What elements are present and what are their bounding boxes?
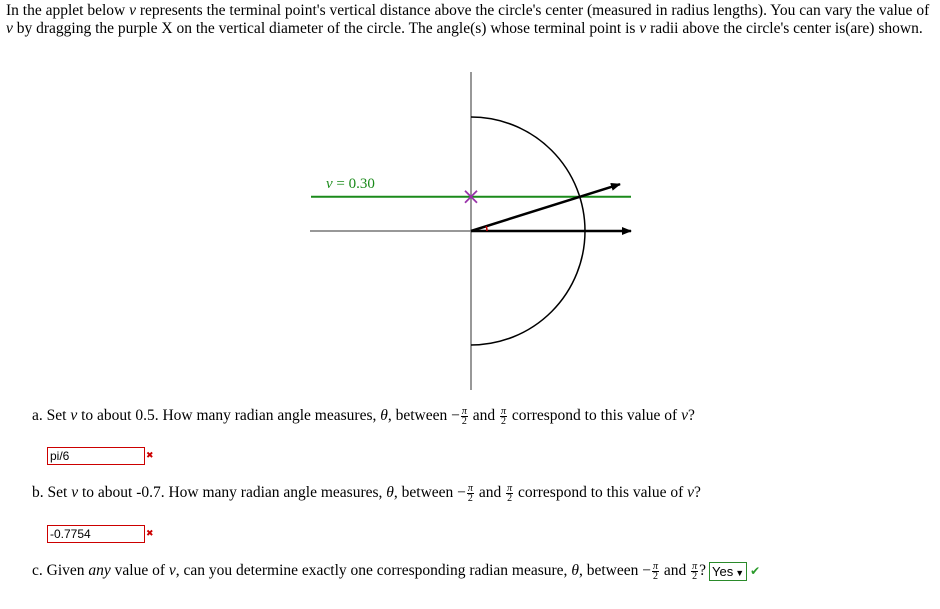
fraction-pi-over-2: $\frac{\pi}{2}$ [507,482,513,504]
question-text: correspond to this value of [514,484,688,501]
question-text: to about 0.5. How many radian angle measures, [77,407,381,424]
question-text: and [468,407,500,424]
var-theta: θ [571,562,579,579]
question-b [32,483,701,503]
minus-sign: − [457,484,466,501]
answer-input-b[interactable]: -0.7754 [47,525,145,543]
intro-text: In the applet below [6,2,130,19]
emphasis-any: any [88,562,111,579]
question-mark: ? [687,407,695,424]
select-value: Yes [712,563,734,579]
minus-sign: − [642,562,651,579]
question-text: , between [578,562,643,579]
var-v: v [687,484,695,501]
answer-select-c[interactable] [709,562,747,581]
question-c [32,561,760,581]
chevron-down-icon: ▼ [735,567,745,578]
question-text: correspond to this value of [508,407,682,424]
incorrect-icon: ✖ [146,451,154,461]
var-v: v [71,484,79,501]
terminal-ray [471,184,620,231]
fraction-pi-over-2: $\frac{\pi}{2}$ [501,405,507,427]
question-text: b. Set [32,484,72,501]
question-text: and [659,562,691,579]
fraction-pi-over-2: $\frac{\pi}{2}$ [692,560,698,582]
intro-text: radii above the circle's center is(are) shown. [646,20,923,37]
angle-marker [486,226,487,231]
minus-sign: − [451,407,460,424]
var-theta: θ [380,407,388,424]
fraction-pi-over-2: $\frac{\pi}{2}$ [467,482,473,504]
var-v: v [168,562,176,579]
question-mark: ? [699,562,707,579]
var-theta: θ [386,484,394,501]
question-text: value of [110,562,169,579]
question-a [32,406,695,426]
incorrect-icon: ✖ [146,529,154,539]
unit-circle-applet[interactable] [300,68,640,393]
intro-text: by dragging the purple X on the vertical diameter of the circle. The angle(s) whose terminal point is [12,20,640,37]
question-text: and [474,484,506,501]
var-v: v [639,20,647,37]
question-text: a. Set [32,407,71,424]
question-text: to about -0.7. How many radian angle measures, [78,484,387,501]
instructions [6,2,931,38]
v-value-label: v = 0.30 [326,176,375,192]
question-text: c. Given [32,562,89,579]
intro-text: represents the terminal point's vertical distance above the circle's center (measured in radius lengths). You can vary the value of [136,2,930,19]
correct-icon: ✔ [750,564,761,579]
question-text: , between [393,484,458,501]
var-v: v [129,2,136,19]
question-text: , can you determine exactly one corresponding radian measure, [175,562,572,579]
var-v: v [681,407,688,424]
var-v: v [70,407,78,424]
var-v: v [6,20,13,37]
question-mark: ? [694,484,701,501]
fraction-pi-over-2: $\frac{\pi}{2}$ [461,405,467,427]
answer-input-a[interactable]: pi/6 [47,447,145,465]
question-text: , between [387,407,452,424]
fraction-pi-over-2: $\frac{\pi}{2}$ [652,560,658,582]
